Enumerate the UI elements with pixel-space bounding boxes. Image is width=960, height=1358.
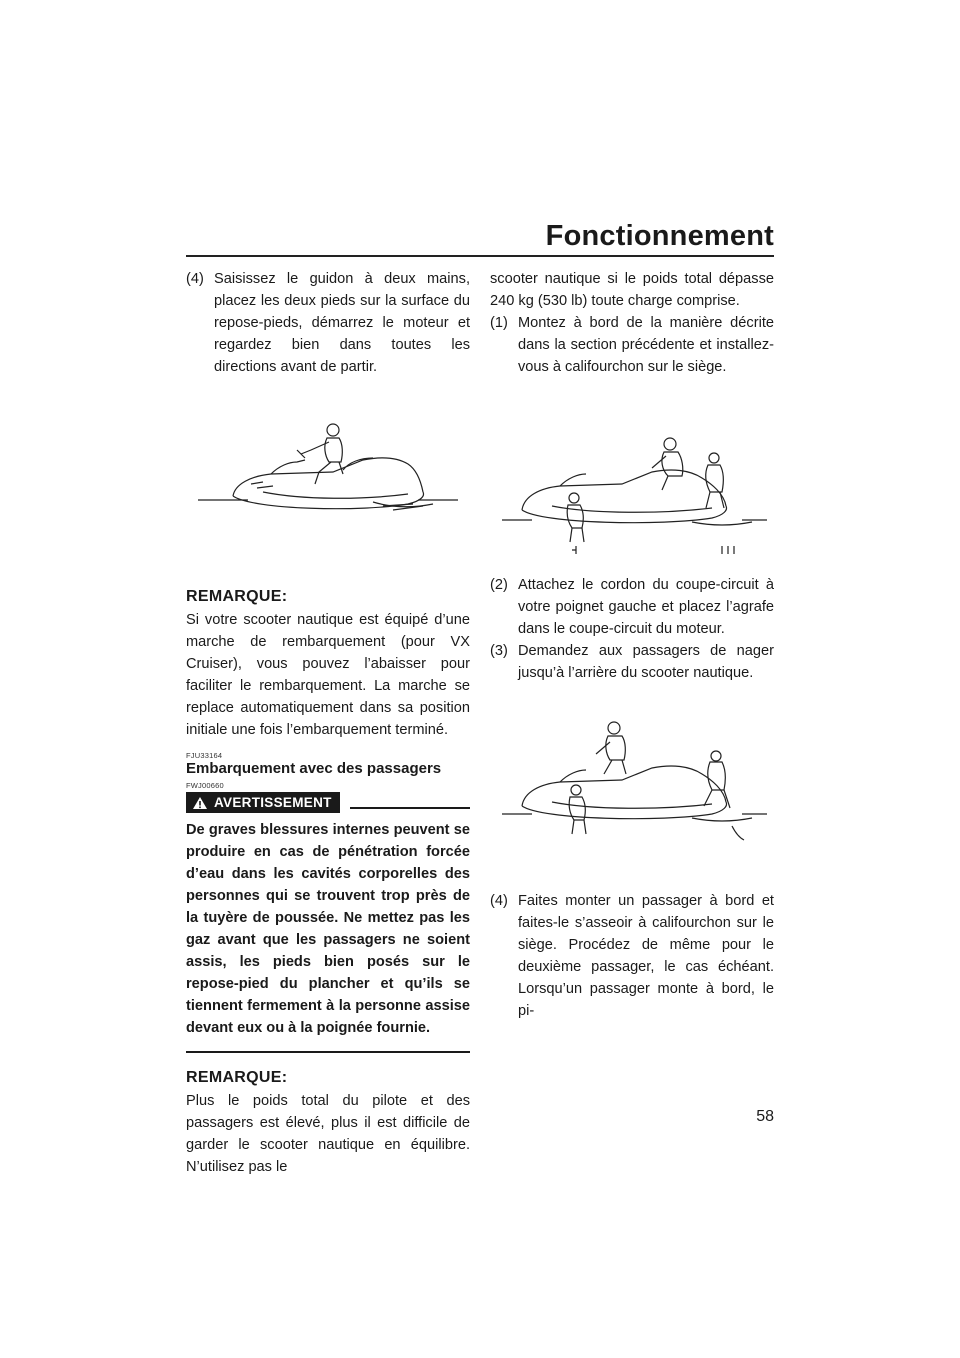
step-number: (4) (186, 271, 204, 287)
remark-title: REMARQUE: (186, 588, 288, 605)
illustration-passengers-in-water (492, 410, 772, 560)
step-number: (4) (490, 893, 508, 909)
illustration-passenger-boarding (492, 714, 772, 864)
step-number: (3) (490, 643, 508, 659)
step-text: Saisissez le guidon à deux mains, placez les deux pieds sur la surface du repose-pieds, démarrez le moteur et regardez bien dans toutes les directions avant de partir. (214, 271, 470, 375)
warning-header (186, 792, 470, 813)
step-text: Attachez le cordon du coupe-circuit à votre poignet gauche et placez l’agrafe dans le coupe-circuit du moteur. (518, 577, 774, 637)
left-column (186, 268, 470, 1178)
header-rule (186, 255, 774, 257)
page-number: 58 (756, 1108, 774, 1125)
step-text: Demandez aux passagers de nager jusqu’à l’arrière du scooter nautique. (518, 643, 774, 681)
step-4-right (490, 890, 774, 1022)
warning-badge (186, 792, 340, 813)
step-number: (2) (490, 577, 508, 593)
steps-group (490, 574, 774, 684)
step-4-left (186, 268, 470, 378)
remark-title: REMARQUE: (186, 1069, 288, 1086)
step-3 (490, 640, 774, 684)
step-number: (1) (490, 315, 508, 331)
step-text: Montez à bord de la manière décrite dans la section précédente et installez-vous à califourchon sur le siège. (518, 315, 774, 375)
warning-rule (350, 807, 470, 809)
warning-text: De graves blessures internes peuvent se produire en cas de pénétration forcée d’eau dans les cavités corporelles des personnes qui se trouvent trop près de la tuyère de poussée. Ne mettez pas les gaz avant que les passagers ne soient assis, les pieds bien posés sur le repose-pied du plancher et qu’ils se tiennent fermement à la personne assise devant eux ou à la poignée fournie. (186, 822, 470, 1036)
section-heading: Embarquement avec des passagers (186, 760, 442, 777)
remark-block-2 (186, 1069, 470, 1178)
warning-label: AVERTISSEMENT (214, 795, 332, 810)
warning-end-rule (186, 1051, 470, 1053)
illustration-rider-departing (193, 400, 463, 540)
right-column (490, 268, 774, 1022)
remark-block-1 (186, 588, 470, 741)
section-code: FJU33164 (186, 751, 223, 760)
step-1 (490, 312, 774, 378)
step-2 (490, 574, 774, 640)
step-text: Faites monter un passager à bord et faites-le s’asseoir à califourchon sur le siège. Procédez de même pour le deuxième passager, le cas échéant. Lorsqu’un passager monte à bord, le pi- (518, 893, 774, 1019)
remark-text: Plus le poids total du pilote et des passagers est élevé, plus il est difficile de garder le scooter nautique en équilibre. N’utilisez pas le (186, 1093, 470, 1175)
page-title: Fonctionnement (545, 220, 774, 252)
warning-code: FWJ00660 (186, 781, 224, 790)
warning-triangle-icon (192, 796, 208, 810)
continuation-text: scooter nautique si le poids total dépasse 240 kg (530 lb) toute charge comprise. (490, 271, 774, 309)
remark-text: Si votre scooter nautique est équipé d’une marche de rembarquement (pour VX Cruiser), vous pouvez l’abaisser pour faciliter le rembarquement. La marche se replace automatiquement dans sa position initiale une fois l’embarquement terminé. (186, 612, 470, 738)
